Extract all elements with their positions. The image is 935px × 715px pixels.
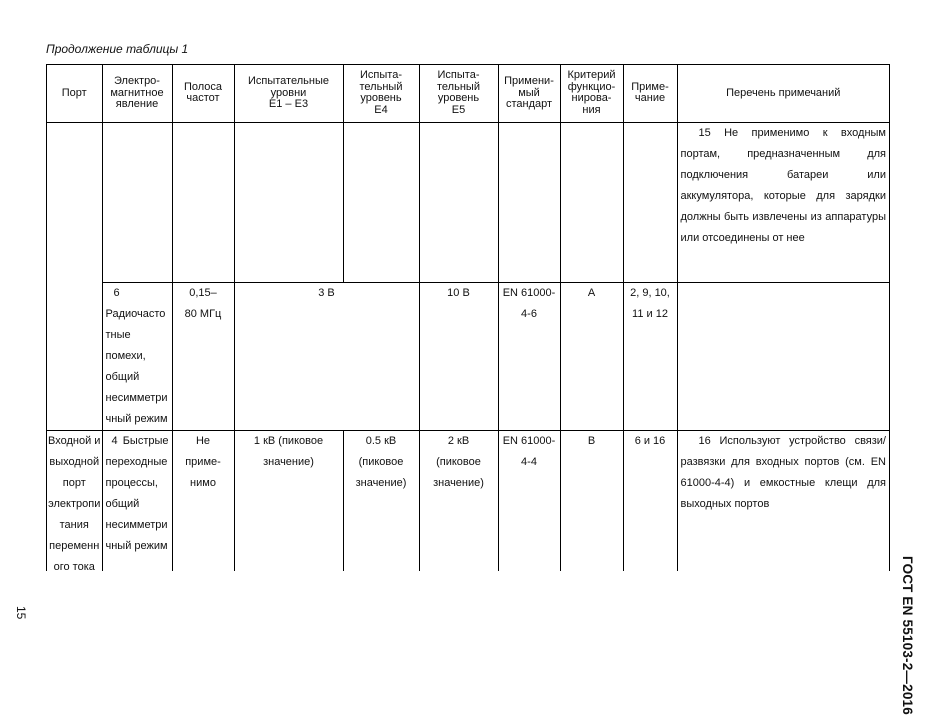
criterion-eft: B — [560, 430, 623, 571]
header-port: Порт — [47, 65, 102, 122]
header-phenomenon: Электро- магнитное явление — [102, 65, 172, 122]
table-row — [47, 430, 889, 571]
criterion-rf: A — [560, 282, 623, 430]
page-number: 15 — [14, 606, 28, 620]
cell-empty — [102, 122, 172, 282]
cell-empty — [172, 122, 234, 282]
band-eft: Не приме- нимо — [172, 430, 234, 571]
levels-e1-e4-rf: 3 В — [234, 282, 419, 430]
table-row — [47, 122, 889, 282]
cell-empty — [498, 122, 560, 282]
cell-empty — [560, 122, 623, 282]
standard-eft: EN 61000- 4-4 — [498, 430, 560, 571]
level-e5-eft: 2 кВ (пиковое значение) — [419, 430, 498, 571]
table-header-row — [47, 65, 889, 122]
header-notes-list: Перечень примечаний — [677, 65, 889, 122]
note-16-text: 16 Используют устройство связи/развязки для входных портов (см. EN 61000-4-4) и емкостные клещи для выходных портов — [677, 430, 889, 571]
header-level-e4: Испыта- тельный уровень Е4 — [343, 65, 419, 122]
header-level-e5: Испыта- тельный уровень Е5 — [419, 65, 498, 122]
document-designation: ГОСТ EN 55103-2—2016 — [900, 556, 915, 715]
port-ac-power: Входной и выходной порт электропитания переменного тока — [47, 430, 102, 571]
level-e4-eft: 0.5 кВ (пиковое значение) — [343, 430, 419, 571]
standard-rf: EN 61000- 4-6 — [498, 282, 560, 430]
cell-empty — [677, 282, 889, 430]
header-band: Полоса частот — [172, 65, 234, 122]
note-ref-eft: 6 и 16 — [623, 430, 677, 571]
emc-test-table — [46, 64, 890, 571]
level-e5-rf: 10 В — [419, 282, 498, 430]
band-rf: 0,15– 80 МГц — [172, 282, 234, 430]
header-note: Приме- чание — [623, 65, 677, 122]
header-levels-e1-e3: Испытательные уровни Е1 – Е3 — [234, 65, 343, 122]
cell-empty — [234, 122, 343, 282]
table-row — [47, 282, 889, 430]
phenomenon-rf: 6 Радиочастотные помехи, общий несимметричный режим — [102, 282, 172, 430]
header-standard: Примени- мый стандарт — [498, 65, 560, 122]
note-ref-rf: 2, 9, 10, 11 и 12 — [623, 282, 677, 430]
cell-empty — [623, 122, 677, 282]
cell-port-empty — [47, 122, 102, 430]
table-caption: Продолжение таблицы 1 — [46, 42, 189, 56]
levels-e1-e3-eft: 1 кВ (пиковое значение) — [234, 430, 343, 571]
header-criterion: Критерий функцио- нирова- ния — [560, 65, 623, 122]
phenomenon-eft: 4 Быстрые переходные процессы, общий несимметричный режим — [102, 430, 172, 571]
cell-empty — [343, 122, 419, 282]
note-15-text: 15 Не применимо к входным портам, предназначенным для подключения батареи или аккумулятора, которые для зарядки должны быть извлечены из аппаратуры или отсоединены от нее — [677, 122, 889, 282]
cell-empty — [419, 122, 498, 282]
